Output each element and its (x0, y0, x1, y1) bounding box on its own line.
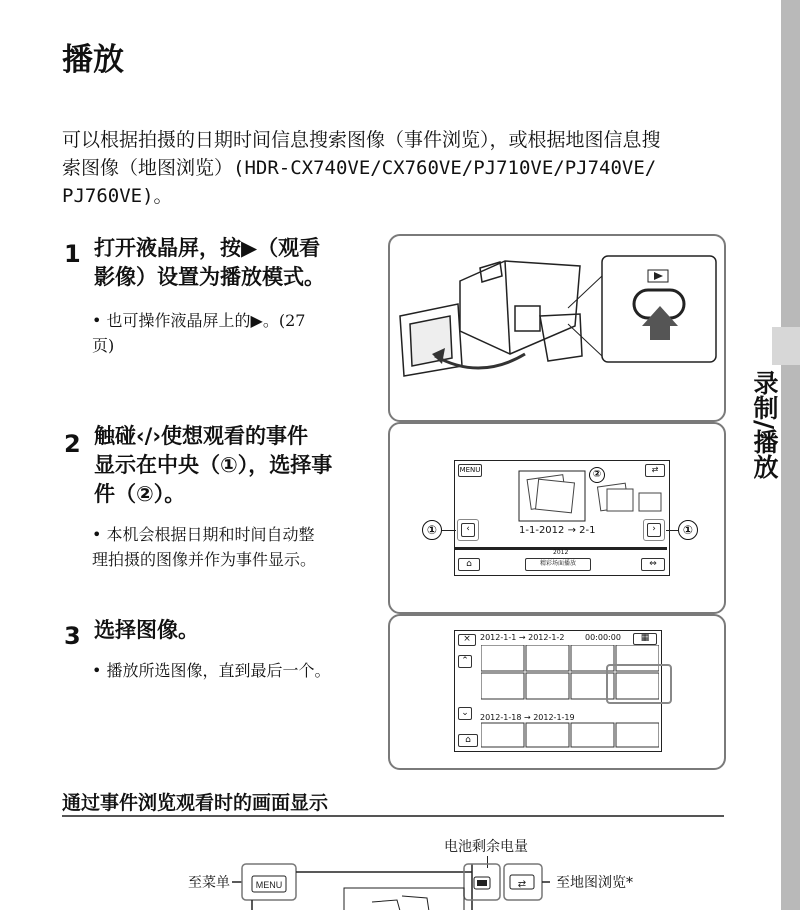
date-range-bottom: 2012-1-18 → 2012-1-19 (480, 713, 575, 722)
section-tab[interactable] (772, 327, 800, 365)
menu-label: 至菜单 (188, 875, 230, 891)
event-date-range: 1-1-2012 → 2-1 (519, 525, 596, 536)
next-highlight (643, 519, 665, 541)
map-view-icon: ⇄ (517, 879, 527, 890)
section-title: 通过事件浏览观看时的画面显示 (62, 792, 329, 814)
screen-frame (454, 460, 670, 576)
scroll-up-button[interactable]: ⌃ (458, 655, 472, 668)
step-2-title: 触碰‹/›使想观看的事件 显示在中央（①），选择事 件（②）。 (94, 424, 333, 506)
selected-thumbnail-highlight (606, 664, 672, 704)
prev-event-button[interactable]: ‹ (461, 523, 475, 537)
marker-1-right: ① (678, 520, 698, 540)
marker-2: ② (589, 467, 605, 483)
camcorder-illustration (388, 234, 726, 422)
battery-label: 电池剩余电量 (444, 839, 528, 855)
step-1-note: • 也可操作液晶屏上的▶。(27 页) (92, 311, 306, 355)
camcorder-drawing (390, 236, 724, 420)
step-1-title: 打开液晶屏，按▶（观看 影像）设置为播放模式。 (94, 236, 325, 289)
step-2-number: 2 (64, 430, 81, 458)
timeline-year: 2012 (553, 549, 569, 556)
step-3-number: 3 (64, 622, 81, 650)
back-icon[interactable]: ⌂ (458, 558, 480, 571)
view-toggle-icon[interactable]: ▦ (633, 633, 657, 645)
duration: 00:00:00 (585, 633, 621, 642)
date-range-top: 2012-1-1 → 2012-1-2 (480, 633, 565, 642)
switch-view-icon[interactable]: ⇔ (641, 558, 665, 571)
scroll-down-button[interactable]: ⌄ (458, 707, 472, 720)
marker-1-left: ① (422, 520, 442, 540)
back-icon[interactable]: ⌂ (458, 734, 478, 747)
section-divider (62, 815, 724, 817)
map-view-button[interactable]: ⇄ (645, 464, 665, 477)
event-view-screen-diagram (232, 860, 552, 910)
step-3-note: • 播放所选图像，直到最后一个。 (92, 661, 331, 680)
event-view-illustration (388, 422, 726, 614)
marker-line-right (666, 530, 678, 531)
next-event-button[interactable]: › (647, 523, 661, 537)
prev-highlight (457, 519, 479, 541)
menu-button-diagram: MENU (255, 880, 283, 890)
step-3-title: 选择图像。 (94, 618, 199, 642)
marker-line-left (442, 530, 456, 531)
index-view-illustration (388, 614, 726, 770)
step-2-note: • 本机会根据日期和时间自动整 理拍摄的图像并作为事件显示。 (92, 525, 317, 569)
intro-paragraph: 可以根据拍摄的日期时间信息搜索图像（事件浏览），或根据地图信息搜 索图像（地图浏览）(HDR-CX740VE/CX760VE/PJ710VE/PJ740VE/ PJ760VE)。 (62, 129, 661, 207)
section-label: 录制/播放 (750, 370, 779, 480)
highlight-playback-button[interactable]: 精彩场面播放 (525, 558, 591, 571)
section-sidebar (781, 0, 800, 910)
step-1-number: 1 (64, 240, 81, 268)
menu-button[interactable]: MENU (458, 464, 482, 477)
map-view-label: 至地图浏览* (556, 875, 633, 891)
page-title: 播放 (62, 42, 124, 78)
close-button[interactable]: × (458, 634, 476, 646)
